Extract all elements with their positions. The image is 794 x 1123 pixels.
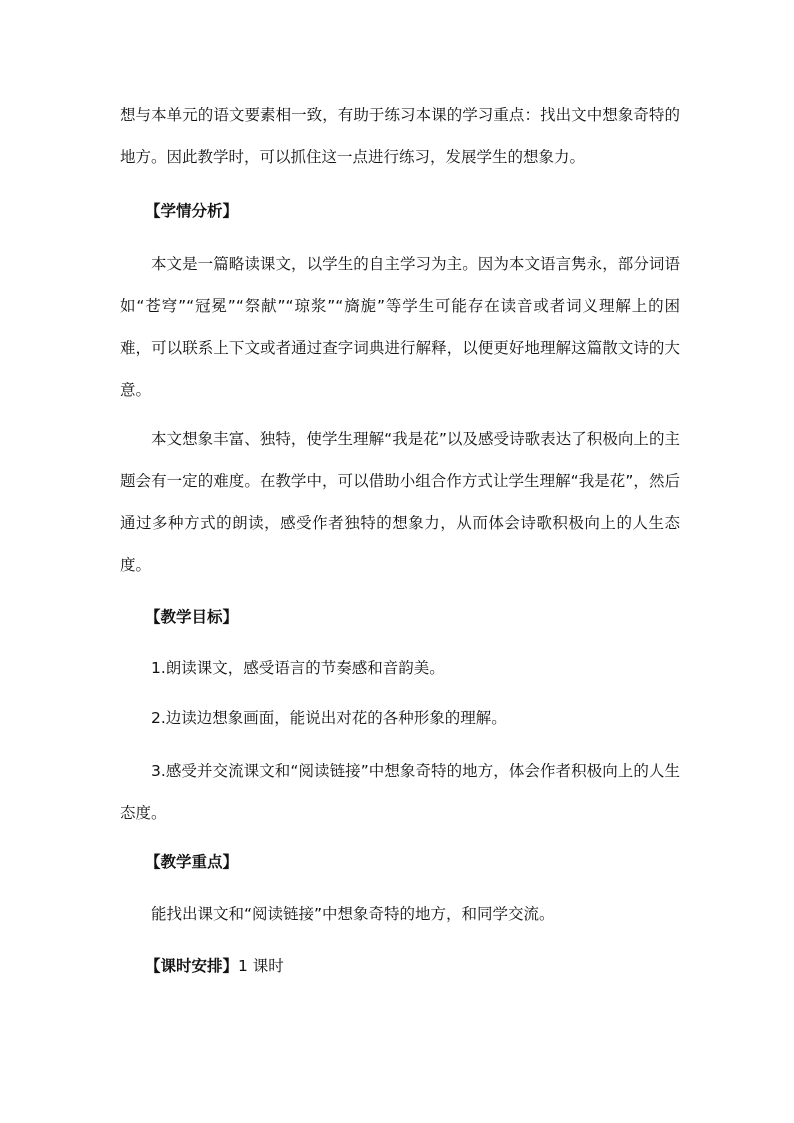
key-points-paragraph: 能找出课文和“阅读链接”中想象奇特的地方，和同学交流。 <box>151 905 555 923</box>
schedule-line <box>145 945 284 987</box>
schedule-value: 1 课时 <box>238 957 284 975</box>
intro-paragraph: 想与本单元的语文要素相一致，有助于练习本课的学习重点：找出文中想象奇特的地方。因此教学时，可以抓住这一点进行练习，发展学生的想象力。 <box>120 106 680 166</box>
student-analysis-paragraph-1: 本文是一篇略读课文，以学生的自主学习为主。因为本文语言隽永，部分词语如“苍穹”“冠冕”“祭献”“琼浆”“旖旎”等学生可能存在读音或者词义理解上的困难，可以联系上下文或者通过查字词典进行解释，以便更好地理解这篇散文诗的大意。 <box>120 255 680 399</box>
student-analysis-heading: 【学情分析】 <box>145 202 239 220</box>
key-points-heading: 【教学重点】 <box>145 853 239 871</box>
student-analysis-paragraph-2: 本文想象丰富、独特，使学生理解“我是花”以及感受诗歌表达了积极向上的主题会有一定的难度。在教学中，可以借助小组合作方式让学生理解“我是花”，然后通过多种方式的朗读，感受作者独特的想象力，从而体会诗歌积极向上的人生态度。 <box>120 430 680 574</box>
teaching-goal-3: 3.感受并交流课文和“阅读链接”中想象奇特的地方，体会作者积极向上的人生态度。 <box>120 762 680 822</box>
schedule-heading: 【课时安排】 <box>145 957 239 975</box>
teaching-goal-2: 2.边读边想象画面，能说出对花的各种形象的理解。 <box>151 709 507 727</box>
teaching-goals-heading: 【教学目标】 <box>145 608 239 626</box>
teaching-goal-1: 1.朗读课文，感受语言的节奏感和音韵美。 <box>151 659 445 677</box>
